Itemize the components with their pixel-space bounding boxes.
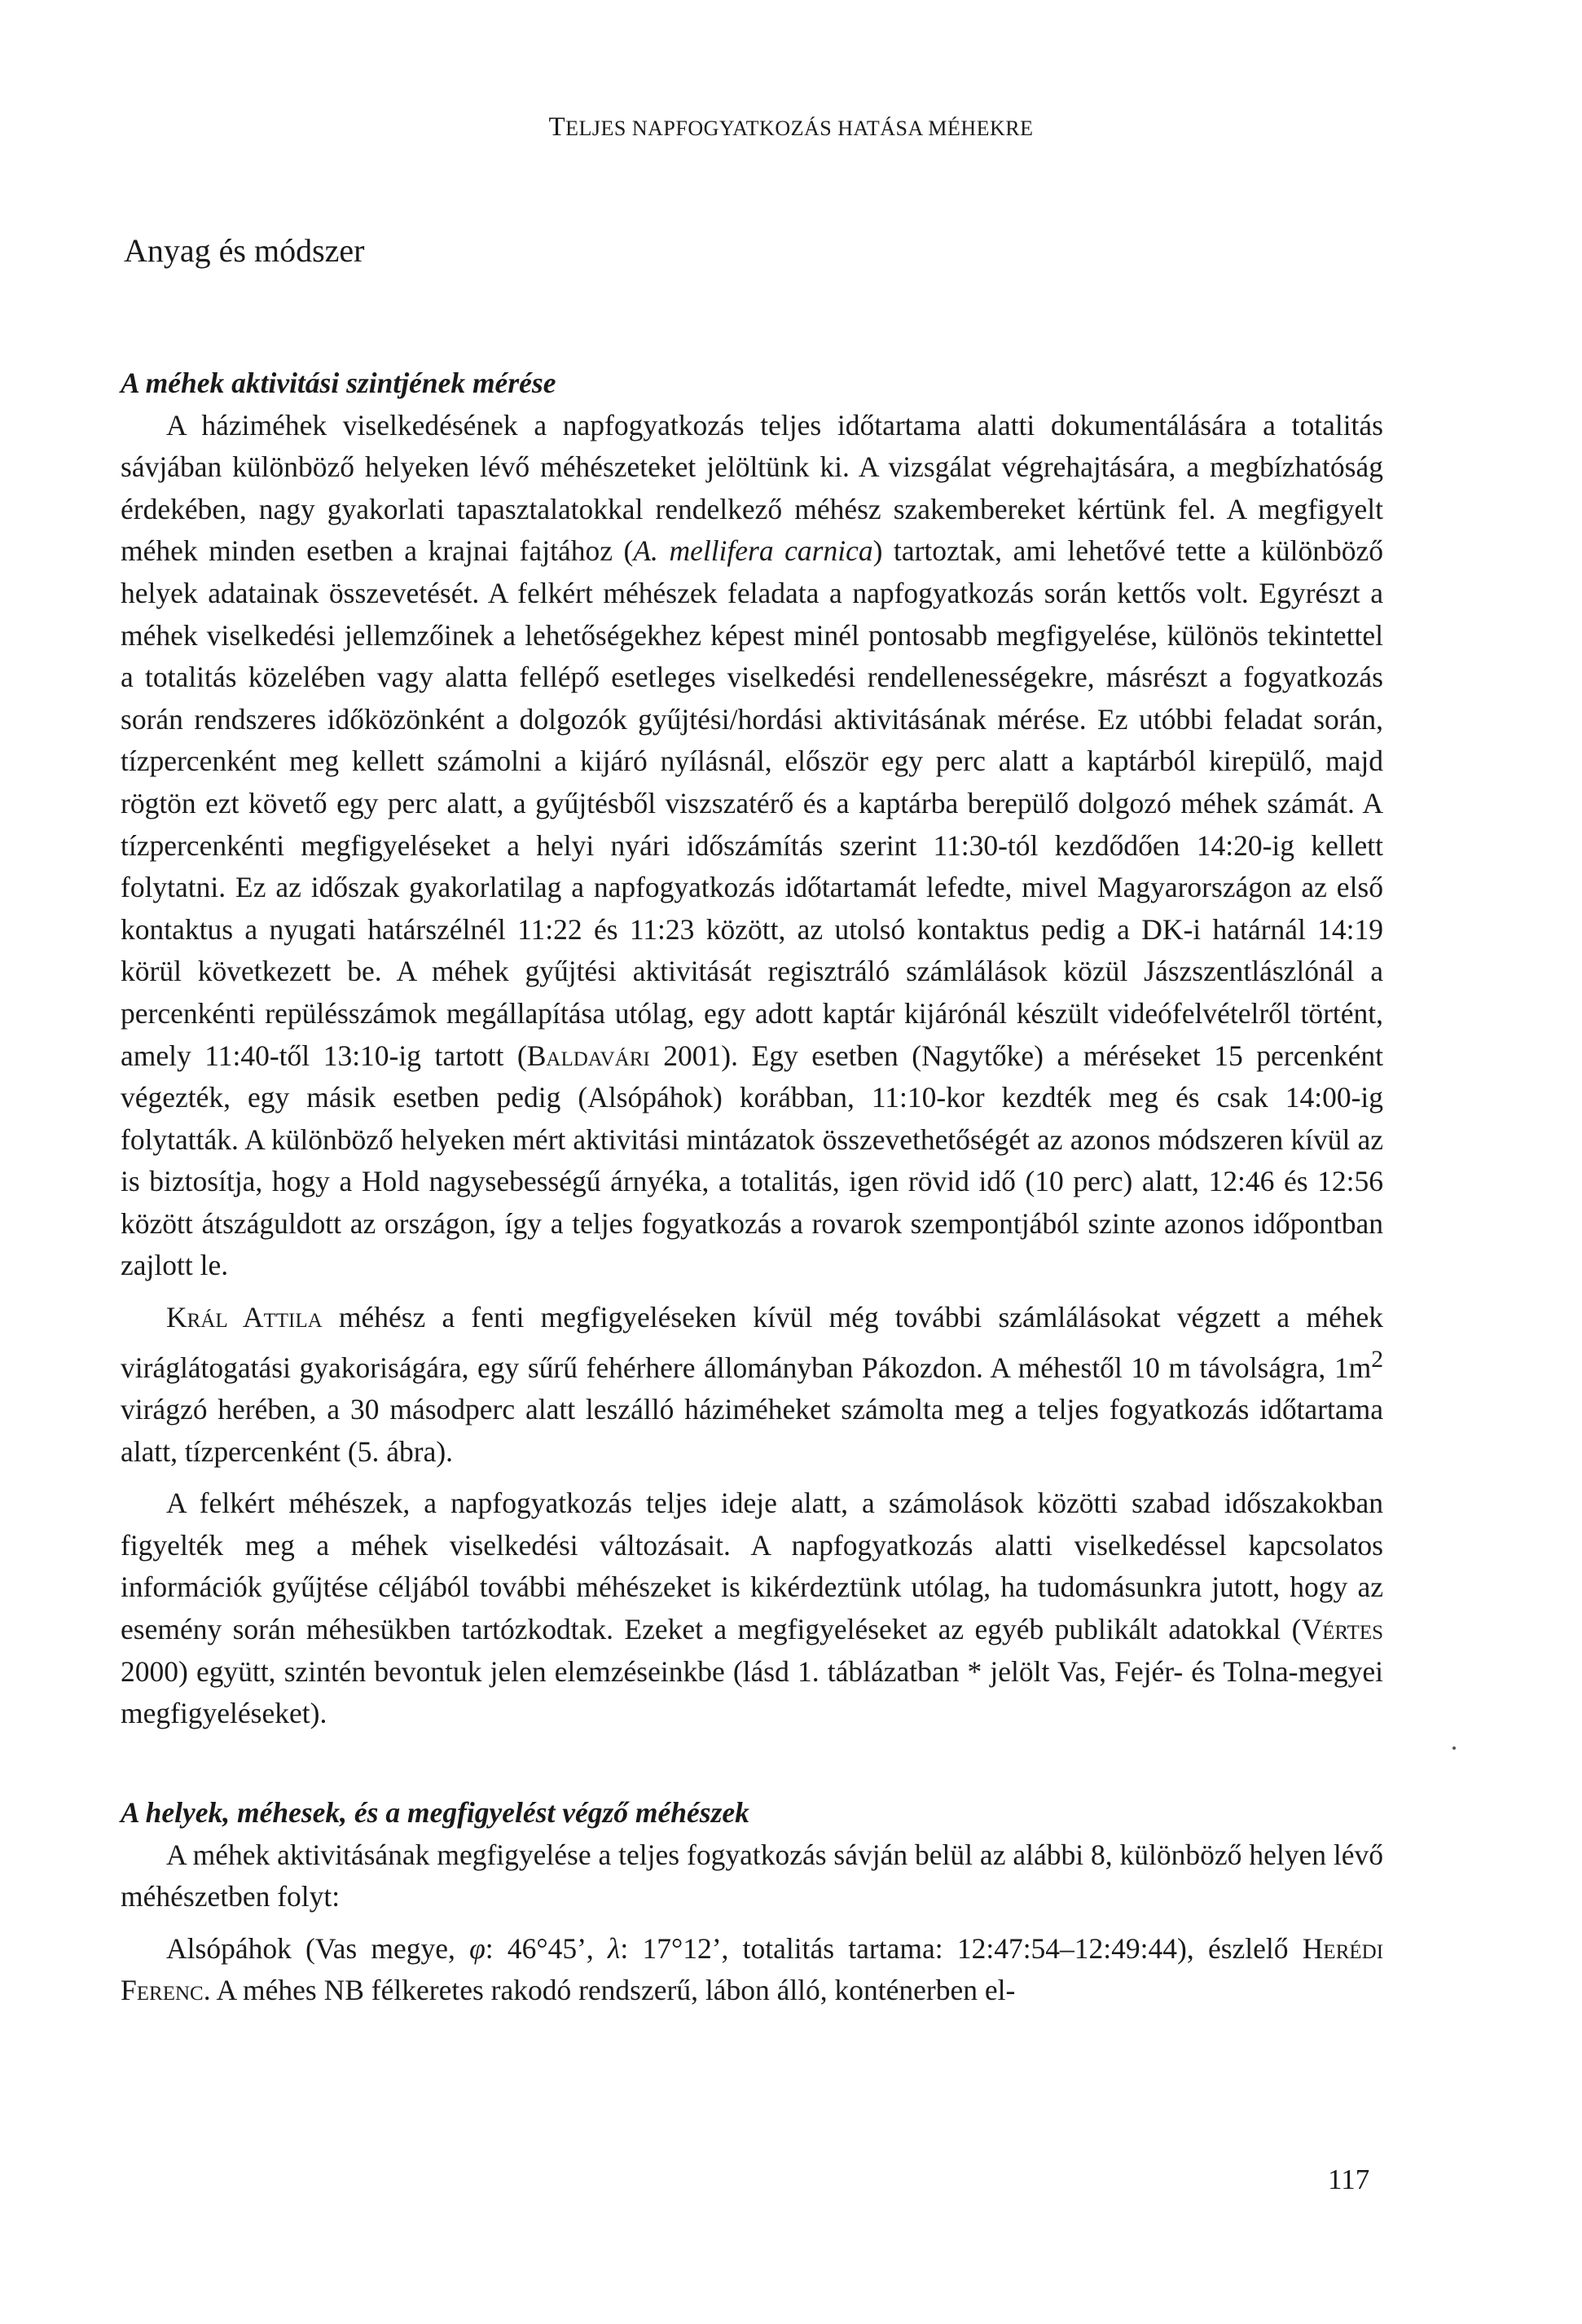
subsection-sites — [121, 1792, 1383, 2012]
subsection-heading-measurement: A méhek aktivitási szintjének mérése — [121, 367, 556, 399]
paragraph-behaviour-observations — [121, 1483, 1383, 1735]
text-run: A felkért méhészek, a napfogyatkozás teljes ideje alatt, a számolások közötti szabad időszakokban figyelték meg a méhek viselkedési változásait. A napfogyatkozás alatti viselkedéssel kapcsolatos információk gyűjtése céljából további méhészeket is kikérdeztünk utólag, ha tudomásunkra jutott, hogy az esemény során méhesükben tartózkodtak. Ezeket a megfigyeléseket az egyéb publikált adatokkal ( — [121, 1487, 1383, 1646]
person-name: Herédi Ferenc — [121, 1931, 1384, 2007]
citation-year: 2000 — [121, 1654, 178, 1688]
running-head — [0, 112, 1582, 143]
paragraph-measurement-method — [121, 405, 1383, 1287]
citation-year: 2001 — [649, 1039, 722, 1072]
citation-author: Vértes — [1301, 1613, 1383, 1646]
text-run: ) együtt, szintén bevontuk jelen elemzéseinkbe (lásd 1. táblázatban * jelölt Vas, Fejér- és Tolna-megyei megfigyeléseket). — [121, 1654, 1383, 1730]
text-run: ) tartoztak, ami lehetővé tette a különböző helyek adatainak összevetését. A felkért méhészek feladata a napfogyatkozás során kettős volt. Egyrészt a méhek viselkedési jellemzőinek a lehetőségekhez képest minél pontosabb megfigyelése, különös tekintettel a totalitás közelében vagy alatta fellépő esetleges viselkedési rendellenességekre, másrészt a fogyatkozás során rendszeres időközönként a dolgozók gyűjtési/hordási aktivitásának mérése. Ez utóbbi feladat során, tízpercenként meg kellett számolni a kijáró nyílásnál, először egy perc alatt a kaptárból kirepülő, majd rögtön ezt követő egy perc alatt, a gyűjtésből viszszatérő és a kaptárba berepülő dolgozó méhek számát. A tízpercenkénti megfigyeléseket a helyi nyári időszámítás szerint 11:30-tól kezdődően 14:20-ig kellett folytatni. Ez az időszak gyakorlatilag a napfogyatkozás időtartamát lefedte, mivel Magyarországon az első kontaktus a nyugati határszélnél 11:22 és 11:23 között, az utolsó kontaktus pedig a DK-i határnál 14:19 körül következett be. A méhek gyűjtési aktivitását regisztráló számlálások közül Jászszentlászlónál a percenkénti repülésszámok megállapítása utólag, egy adott kaptár kijárónál készült videófelvételről történt, amely 11:40-től 13:10-ig tartott ( — [121, 534, 1384, 1072]
scan-speck — [1452, 1746, 1456, 1750]
text-run: : 46°45’, — [485, 1931, 609, 1965]
running-head-initial: T — [548, 112, 566, 142]
text-run: ). Egy esetben (Nagytőke) a méréseket 15 percenként végezték, egy másik esetben pedig (Alsópáhok) korábban, 11:10-kor kezdték meg és csak 14:00-ig folytatták. A különböző helyeken mért aktivitási mintázatok összevethetőségét az azonos módszeren kívül az is biztosítja, hogy a Hold nagysebességű árnyéka, a totalitás, igen rövid idő (10 perc) alatt, 12:46 és 12:56 között átszáguldott az országon, így a teljes fogyatkozás a rovarok szempontjából szinte azonos időpontban zajlott le. — [121, 1039, 1384, 1282]
latitude-symbol: φ — [469, 1931, 486, 1965]
citation-author: Baldavári — [526, 1039, 650, 1072]
section-title: Anyag és módszer — [124, 232, 365, 269]
text-run: A háziméhek viselkedésének a napfogyatkozás teljes időtartama alatti dokumentálására a totalitás sávjában különböző helyeken lévő méhészeteket jelöltünk ki. A vizsgálat végrehajtására, a megbízhatóság érdekében, nagy gyakorlati tapasztalatokkal rendelkező méhész szakembereket kértünk fel. A megfigyelt méhek minden esetben a krajnai fajtához ( — [121, 408, 1383, 568]
superscript: 2 — [1371, 1346, 1383, 1373]
subsection-measurement — [121, 362, 1383, 1735]
latin-species-name: A. mellifera carnica — [633, 534, 873, 568]
text-run: virágzó herében, a 30 másodperc alatt leszálló háziméheket számolta meg a teljes fogyatkozás időtartama alatt, tízpercenként (5. ábra). — [121, 1393, 1383, 1468]
paragraph-alsopahok — [121, 1928, 1383, 2012]
text-run: Alsópáhok (Vas megye, — [166, 1931, 470, 1965]
paragraph-clover-counts — [121, 1297, 1383, 1473]
paragraph-sites-intro: A méhek aktivitásának megfigyelése a teljes fogyatkozás sávján belül az alábbi 8, különböző helyen lévő méhészetben folyt: — [121, 1838, 1383, 1913]
text-run: . A méhes NB félkeretes rakodó rendszerű, lábon álló, konténerben el- — [203, 1974, 1016, 2007]
person-name: Král Attila — [166, 1301, 323, 1334]
longitude-symbol: λ — [608, 1931, 621, 1965]
page-number: 117 — [1328, 2164, 1370, 2195]
subsection-heading-sites: A helyek, méhesek, és a megfigyelést végző méhészek — [121, 1796, 749, 1829]
text-run: : 17°12’, totalitás tartama: 12:47:54–12:49:44), észlelő — [620, 1931, 1303, 1965]
text-run: méhész a fenti megfigyeléseken kívül még további számlálásokat végzett a méhek viráglátogatási gyakoriságára, egy sűrű fehérhere állományban Pákozdon. A méhestől 10 m távolságra, 1m — [121, 1301, 1383, 1384]
running-head-text: ELJES NAPFOGYATKOZÁS HATÁSA MÉHEKRE — [565, 116, 1034, 140]
